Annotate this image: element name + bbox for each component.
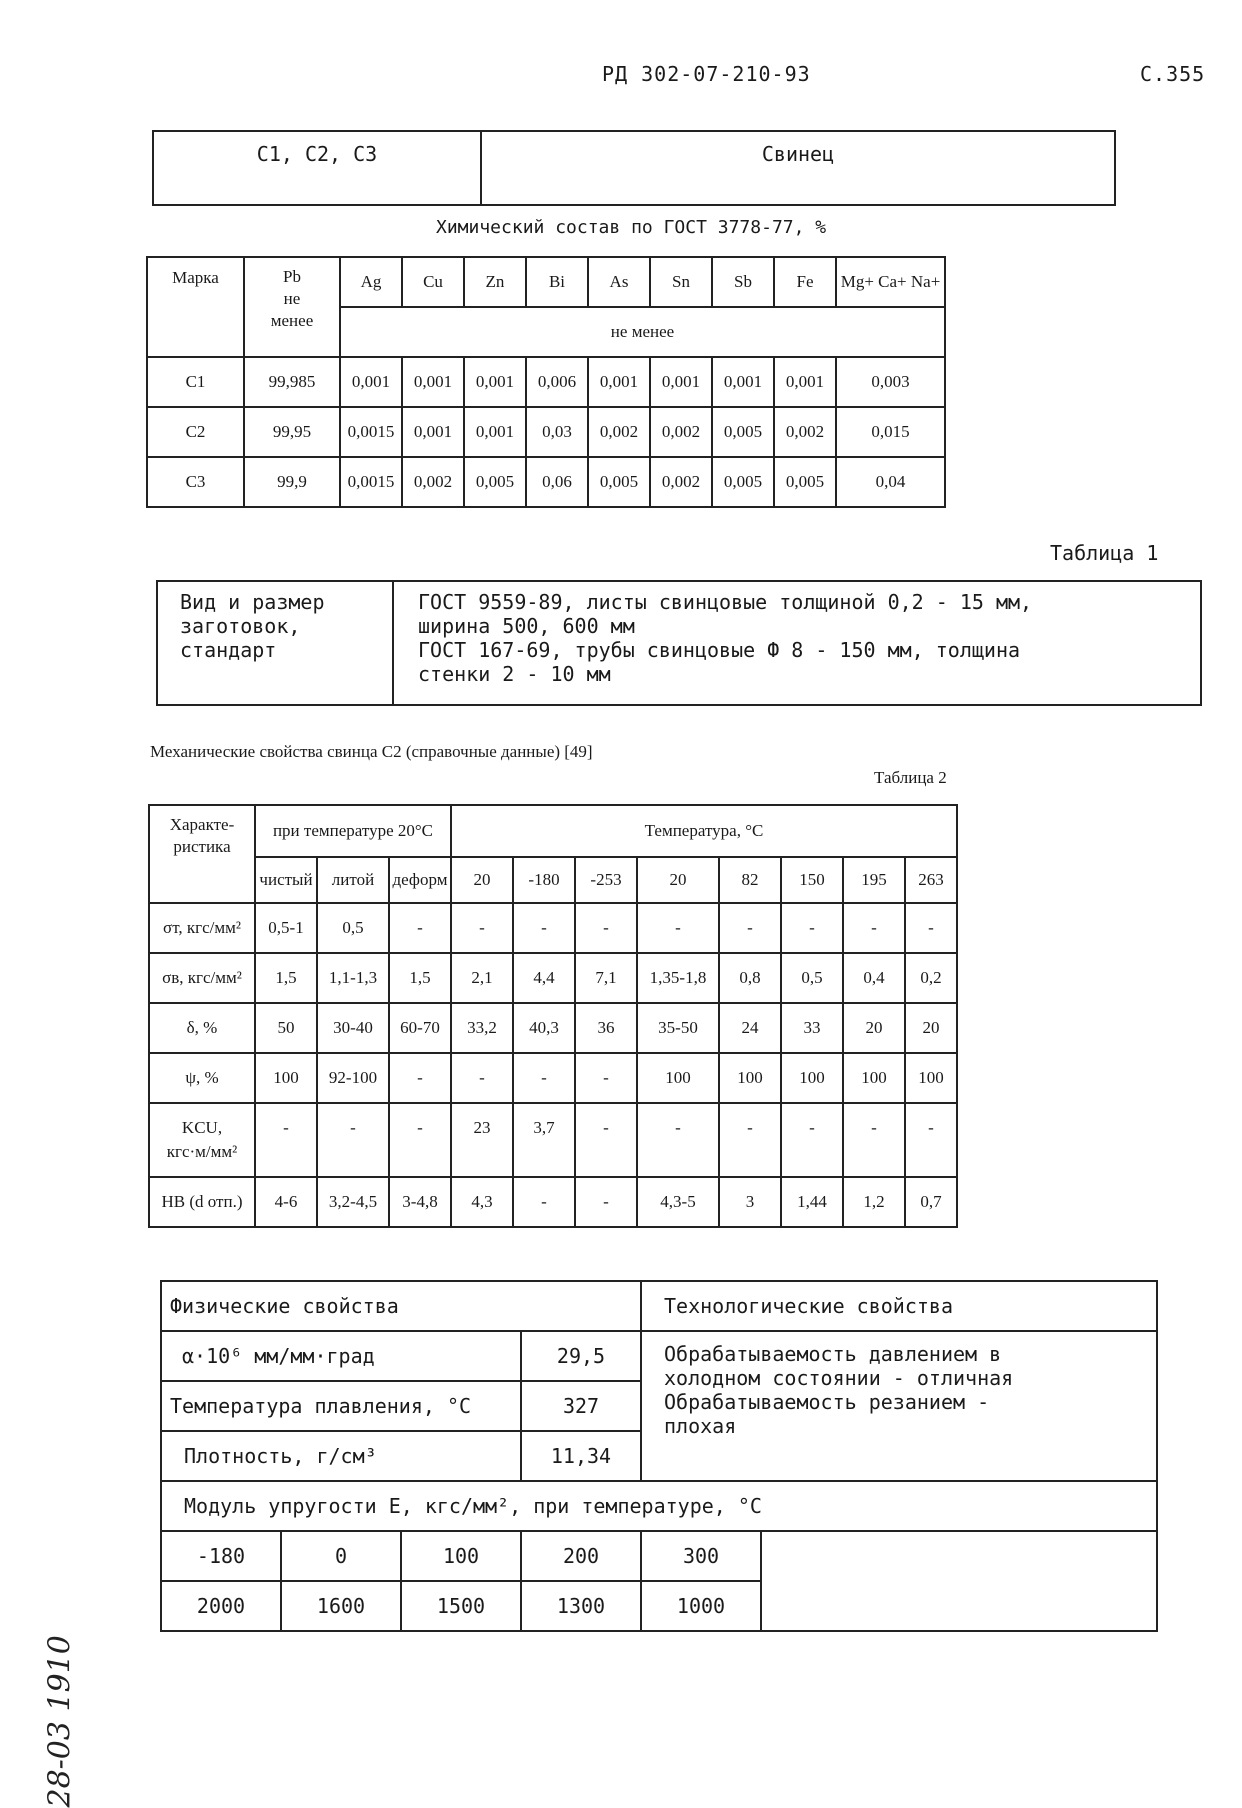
modulus-value: 1000	[641, 1581, 761, 1631]
mech-cell: 4-6	[255, 1177, 317, 1227]
document-code: РД 302-07-210-93	[602, 62, 811, 86]
mech-cell: 35-50	[637, 1003, 719, 1053]
chem-cell: 0,005	[588, 457, 650, 507]
chem-cell: 99,985	[244, 357, 340, 407]
table-row	[149, 953, 957, 1003]
modulus-value: 1300	[521, 1581, 641, 1631]
modulus-temp: -180	[161, 1531, 281, 1581]
mech-cell: 100	[719, 1053, 781, 1103]
mech-cell: -	[255, 1103, 317, 1177]
mech-cell: -	[637, 1103, 719, 1177]
mech-sub: -253	[575, 857, 637, 903]
modulus-temp: 100	[401, 1531, 521, 1581]
grade-box	[152, 130, 1116, 206]
table-row	[149, 1003, 957, 1053]
phys-melt-val: 327	[521, 1381, 641, 1431]
table2-label: Таблица 2	[874, 768, 947, 787]
modulus-value: 1500	[401, 1581, 521, 1631]
chem-cell: 0,04	[836, 457, 945, 507]
table-row	[147, 357, 945, 407]
mech-cell: -	[317, 1103, 389, 1177]
chem-el-sn: Sn	[650, 257, 712, 307]
modulus-blank	[761, 1531, 1157, 1631]
chem-el-zn: Zn	[464, 257, 526, 307]
mech-cell: -	[719, 1103, 781, 1177]
table-row	[149, 1053, 957, 1103]
chem-cell: С1	[147, 357, 244, 407]
phys-melt-name: Температура плавления, °С	[161, 1381, 521, 1431]
mech-sub: деформ	[389, 857, 451, 903]
mech-sub: 150	[781, 857, 843, 903]
mech-cell: 23	[451, 1103, 513, 1177]
mech-cell: -	[843, 903, 905, 953]
mech-cell: 4,3	[451, 1177, 513, 1227]
chem-cell: 0,0015	[340, 407, 402, 457]
table-row	[149, 903, 957, 953]
chem-cell: 99,9	[244, 457, 340, 507]
mech-cell: -	[905, 1103, 957, 1177]
mech-cell: 60-70	[389, 1003, 451, 1053]
mech-cell: -	[451, 903, 513, 953]
mech-cell: 100	[255, 1053, 317, 1103]
modulus-title: Модуль упругости Е, кгс/мм², при температуре, °С	[161, 1481, 1157, 1531]
grade-list: С1, С2, С3	[153, 131, 481, 205]
chem-cell: 0,003	[836, 357, 945, 407]
mech-cell: 0,8	[719, 953, 781, 1003]
phys-density-name: Плотность, г/см³	[161, 1431, 521, 1481]
table-row	[147, 407, 945, 457]
margin-note: 28-03 1910	[42, 1635, 78, 1808]
chem-cell: 0,001	[712, 357, 774, 407]
mech-cell: 20	[905, 1003, 957, 1053]
chem-col-mark: Марка	[147, 257, 244, 357]
mech-cell: 100	[843, 1053, 905, 1103]
mech-cell: -	[781, 903, 843, 953]
phys-alpha-name: α·10⁶ мм/мм·град	[161, 1331, 521, 1381]
chem-el-fe: Fe	[774, 257, 836, 307]
mech-cell: 3-4,8	[389, 1177, 451, 1227]
tech-text: Обрабатываемость давлением в холодном состоянии - отличная Обрабатываемость резанием - плохая	[641, 1331, 1157, 1481]
mech-row-name: KCU, кгс·м/мм²	[149, 1103, 255, 1177]
mech-cell: 40,3	[513, 1003, 575, 1053]
mech-sub: 20	[451, 857, 513, 903]
modulus-temp: 200	[521, 1531, 641, 1581]
mech-cell: -	[513, 903, 575, 953]
mech-cell: 0,5-1	[255, 903, 317, 953]
mech-cell: 3	[719, 1177, 781, 1227]
mech-sub: -180	[513, 857, 575, 903]
mech-cell: 1,2	[843, 1177, 905, 1227]
mech-cell: -	[451, 1053, 513, 1103]
mech-cell: -	[905, 903, 957, 953]
chem-cell: 0,001	[774, 357, 836, 407]
mech-cell: 3,7	[513, 1103, 575, 1177]
mech-table	[148, 804, 958, 1228]
mech-cell: -	[781, 1103, 843, 1177]
mech-row-name: σт, кгс/мм²	[149, 903, 255, 953]
mech-cell: 33	[781, 1003, 843, 1053]
mech-cell: 36	[575, 1003, 637, 1053]
modulus-temp: 300	[641, 1531, 761, 1581]
mech-sub: 82	[719, 857, 781, 903]
chem-cell: 0,0015	[340, 457, 402, 507]
mech-cell: 50	[255, 1003, 317, 1053]
mech-cell: 1,44	[781, 1177, 843, 1227]
mech-col-temp: Температура, °С	[451, 805, 957, 857]
table1	[156, 580, 1202, 706]
table-row	[147, 457, 945, 507]
mech-cell: 0,7	[905, 1177, 957, 1227]
chem-el-as: As	[588, 257, 650, 307]
table1-left: Вид и размер заготовок, стандарт	[157, 581, 393, 705]
chem-cell: 0,001	[650, 357, 712, 407]
chem-cell: 0,015	[836, 407, 945, 457]
chem-cell: 0,001	[464, 357, 526, 407]
table-row	[149, 1177, 957, 1227]
chem-cell: 0,03	[526, 407, 588, 457]
table-row	[149, 1103, 957, 1177]
mech-sub: 195	[843, 857, 905, 903]
mech-cell: 0,2	[905, 953, 957, 1003]
page-number: С.355	[1140, 62, 1206, 86]
chem-cell: 0,006	[526, 357, 588, 407]
mech-cell: 30-40	[317, 1003, 389, 1053]
mech-sub: 20	[637, 857, 719, 903]
phys-density-val: 11,34	[521, 1431, 641, 1481]
chem-cell: 0,005	[712, 457, 774, 507]
chem-cell: 0,002	[402, 457, 464, 507]
mech-cell: 1,1-1,3	[317, 953, 389, 1003]
mech-cell: 20	[843, 1003, 905, 1053]
chem-cell: 0,001	[402, 407, 464, 457]
mech-cell: 100	[905, 1053, 957, 1103]
chem-caption: Химический состав по ГОСТ 3778-77, %	[436, 217, 827, 238]
mech-cell: 3,2-4,5	[317, 1177, 389, 1227]
mech-cell: -	[843, 1103, 905, 1177]
mech-row-name: ψ, %	[149, 1053, 255, 1103]
mech-cell: -	[513, 1053, 575, 1103]
mech-cell: 100	[781, 1053, 843, 1103]
chem-table	[146, 256, 946, 508]
mech-row-name: δ, %	[149, 1003, 255, 1053]
mech-cell: 1,5	[389, 953, 451, 1003]
mech-cell: 4,4	[513, 953, 575, 1003]
table1-right: ГОСТ 9559-89, листы свинцовые толщиной 0,2 - 15 мм, ширина 500, 600 мм ГОСТ 167-69, трубы свинцовые Ф 8 - 150 мм, толщина стенки 2 - 10 мм	[393, 581, 1201, 705]
mech-cell: 2,1	[451, 953, 513, 1003]
chem-cell: 0,001	[340, 357, 402, 407]
mech-cell: -	[389, 1053, 451, 1103]
mech-cell: -	[389, 1103, 451, 1177]
chem-subheader: не менее	[340, 307, 945, 357]
modulus-value: 1600	[281, 1581, 401, 1631]
mech-cell: -	[513, 1177, 575, 1227]
mech-cell: 100	[637, 1053, 719, 1103]
mech-cell: 24	[719, 1003, 781, 1053]
chem-cell: С2	[147, 407, 244, 457]
chem-cell: 0,06	[526, 457, 588, 507]
mech-cell: 0,5	[781, 953, 843, 1003]
phys-alpha-val: 29,5	[521, 1331, 641, 1381]
chem-cell: 0,001	[402, 357, 464, 407]
mech-row-name: σв, кгс/мм²	[149, 953, 255, 1003]
chem-cell: 0,002	[650, 407, 712, 457]
mech-cell: -	[389, 903, 451, 953]
mech-sub: чистый	[255, 857, 317, 903]
mech-cell: 7,1	[575, 953, 637, 1003]
mech-cell: -	[719, 903, 781, 953]
mech-sub: 263	[905, 857, 957, 903]
chem-col-pb: Pb не менее	[244, 257, 340, 357]
mech-col-at20: при температуре 20°С	[255, 805, 451, 857]
chem-cell: 0,002	[588, 407, 650, 457]
mech-cell: -	[575, 1177, 637, 1227]
chem-el-mgcana: Mg+ Ca+ Na+	[836, 257, 945, 307]
chem-cell: 0,005	[712, 407, 774, 457]
chem-cell: 0,002	[774, 407, 836, 457]
chem-cell: 99,95	[244, 407, 340, 457]
mech-cell: -	[637, 903, 719, 953]
mech-row-name: HB (d отп.)	[149, 1177, 255, 1227]
chem-cell: 0,005	[774, 457, 836, 507]
mech-cell: 0,5	[317, 903, 389, 953]
mech-cell: -	[575, 1103, 637, 1177]
mech-cell: 1,35-1,8	[637, 953, 719, 1003]
modulus-temp: 0	[281, 1531, 401, 1581]
chem-el-cu: Cu	[402, 257, 464, 307]
chem-el-ag: Ag	[340, 257, 402, 307]
chem-cell: 0,001	[588, 357, 650, 407]
chem-cell: 0,002	[650, 457, 712, 507]
chem-cell: 0,005	[464, 457, 526, 507]
phys-table	[160, 1280, 1158, 1632]
material-name: Свинец	[481, 131, 1115, 205]
mech-cell: 4,3-5	[637, 1177, 719, 1227]
table1-label: Таблица 1	[1050, 541, 1159, 565]
phys-title: Физические свойства	[161, 1281, 641, 1331]
mech-cell: 33,2	[451, 1003, 513, 1053]
mech-sub: литой	[317, 857, 389, 903]
mech-cell: -	[575, 903, 637, 953]
mech-col-char: Характе- ристика	[149, 805, 255, 903]
mech-caption: Механические свойства свинца С2 (справочные данные) [49]	[150, 742, 593, 761]
mech-cell: 92-100	[317, 1053, 389, 1103]
chem-el-sb: Sb	[712, 257, 774, 307]
chem-cell: 0,001	[464, 407, 526, 457]
mech-cell: 1,5	[255, 953, 317, 1003]
chem-cell: С3	[147, 457, 244, 507]
mech-cell: 0,4	[843, 953, 905, 1003]
mech-cell: -	[575, 1053, 637, 1103]
tech-title: Технологические свойства	[641, 1281, 1157, 1331]
chem-el-bi: Bi	[526, 257, 588, 307]
modulus-value: 2000	[161, 1581, 281, 1631]
